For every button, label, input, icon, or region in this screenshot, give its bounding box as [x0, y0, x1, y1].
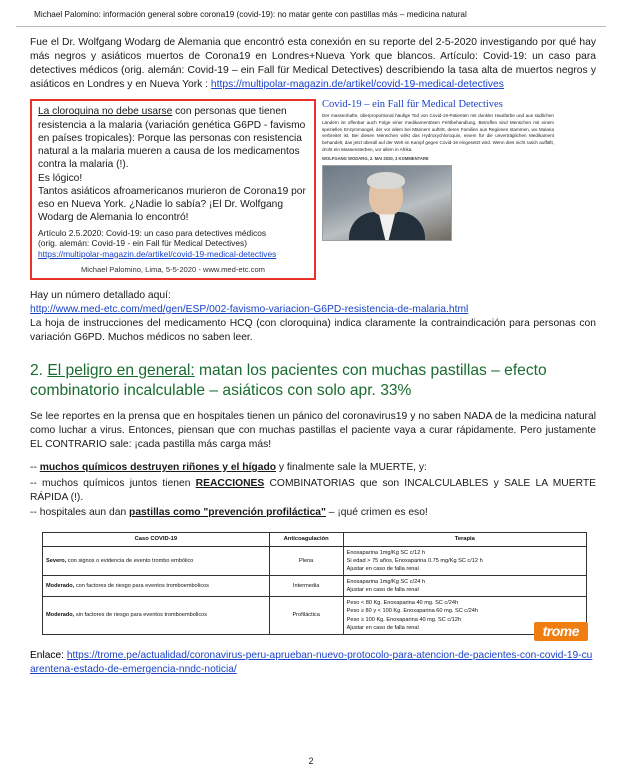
cell-anticoagulacion: Profiláctica — [269, 597, 343, 634]
table-row — [43, 576, 587, 597]
running-header: Michael Palomino: información general sobre corona19 (covid-19): no matar gente con pastillas más – medicina natural — [34, 10, 467, 19]
terapia-line: Si edad > 75 años, Enoxaparina 0.75 mg/Kg SC c/12 h — [346, 557, 483, 564]
header-divider — [16, 26, 606, 27]
bullet-3 — [30, 506, 596, 520]
bullet-2 — [30, 477, 596, 505]
caso-bold: Moderado, — [46, 612, 75, 619]
page-number: 2 — [308, 756, 314, 766]
th-caso: Caso COVID-19 — [43, 533, 270, 546]
warning-underlined-lead: La cloroquina no debe usarse — [38, 106, 173, 118]
section-2-number: 2. — [30, 361, 48, 379]
bullet-3-underlined: pastillas como "prevención profiláctica" — [129, 507, 326, 519]
table-row — [43, 546, 587, 575]
warning-article-ref — [38, 228, 308, 260]
caso-rest: con signos o evidencia de evento trombo embólico — [66, 557, 194, 564]
cell-caso — [43, 597, 270, 634]
cell-terapia — [343, 576, 586, 597]
trome-logo: trome — [534, 622, 588, 641]
trome-article-link[interactable]: https://trome.pe/actualidad/coronavirus-peru-aprueban-nuevo-protocolo-para-atencion-de-pacientes-con-covid-19-cuarentena-estado-de-emergencia-nndc-noticia/ — [30, 649, 593, 675]
bullet-1-post: y finalmente sale la MUERTE, y: — [276, 461, 427, 473]
table-row — [43, 597, 587, 634]
bullet-3-post: – ¡qué crimen es eso! — [325, 507, 428, 519]
cell-caso — [43, 546, 270, 575]
bullet-3-pre: -- hospitales aun dan — [30, 507, 130, 519]
section-2-title-end: con muchas pastillas – efecto combinatorio incalculable – asiáticos con solo apr. 33% — [30, 361, 547, 399]
warning-article-orig: (orig. alemán: Covid-19 - ein Fall für Medical Detectives) — [38, 238, 247, 249]
section-2-title-mid: matan los pacientes — [194, 361, 338, 379]
warning-line-2: Es lógico! — [38, 172, 83, 184]
warning-article-title: Artículo 2.5.2020: Covid-19: un caso para detectives médicos — [38, 227, 267, 238]
bullet-2-pre: -- muchos químicos juntos tienen — [30, 477, 196, 489]
covid-protocol-table — [42, 532, 587, 634]
bullet-2-post: COMBINATORIAS que son INCALCULABLES y SALE LA MUERTE RÁPIDA (!). — [30, 477, 597, 503]
enlace-label: Enlace: — [30, 649, 64, 661]
intro-text: Fue el Dr. Wolfgang Wodarg de Alemania que encontró esta conexión en su reporte del 2-5-2020 investigando por qué hay más negros y asiáticos muertos de Corona19 en Londres+Nueva York que blancos. Artículo: Covid-19: un caso para detectives médicos (orig. alemán: Covid-19 – ein Fall für Medical Detectives) describiendo la tasa alta de muertos negros y asiáticos en Londres y en Nueva York : — [30, 36, 596, 90]
document-content — [0, 36, 622, 677]
bullet-1 — [30, 461, 596, 475]
table-header-row — [43, 533, 587, 546]
caso-rest: con factores de riesgo para eventos tromboembolicos — [74, 583, 209, 590]
article-source-line: WOLFGANG WODARG, 2. MAI 2020, 3 KOMMENTARE — [322, 156, 429, 162]
article-title: Covid-19 – ein Fall für Medical Detectives — [322, 99, 503, 111]
cell-terapia — [343, 546, 586, 575]
protocol-table-wrap — [30, 532, 596, 639]
bullet-1-underlined: muchos químicos destruyen riñones y el hígado — [39, 461, 277, 473]
cell-anticoagulacion: Plena — [269, 546, 343, 575]
source-link-line — [30, 649, 596, 678]
detail-after: La hoja de instrucciones del medicamento HCQ (con cloroquina) indica claramente la contraindicación para personas con variación G6PD. Muchos médicos no saben leer. — [30, 317, 596, 343]
bullet-1-pre: -- — [30, 461, 40, 473]
cell-anticoagulacion: Intermedia — [269, 576, 343, 597]
terapia-line: Peso < 80 Kg. Enoxaparina 40 mg. SC c/24h — [346, 600, 459, 607]
warning-signature: Michael Palomino, Lima, 5-5-2020 - www.med-etc.com — [80, 265, 265, 275]
article-clipping — [322, 99, 554, 241]
article-body-text: Der massenhafte, überproportional häufige Tod von Covid-19-Patienten mit dunkler Hautfarbe und aus südlichen Ländern ist offenbar auch Folge einer medikamentösen Fehlbehandlung. Betroffen sind Menschen mit einem speziellen Enzymmangel, der vor allem bei Männern auftritt, deren Familien aus Regionen stammen, wo Malaria verbreitet ist. Bei diesen Menschen wirkt das Hydroxychloroquin, einem für die unverträglichen Medikament behandelt, das jetzt überall auf der Welt im Kampf gegen Covid-19 eingesetzt wird. Wenn dies nicht rasch auffällt, droht ein Massensterben, vor allem in Afrika. — [322, 113, 554, 152]
warning-line-3: Tantos asiáticos afroamericanos murieron de Corona19 por eso en Nueva York. ¿Nadie lo sabía? ¡El Dr. Wolfgang Wodarg de Alemania lo encontró! — [38, 185, 306, 224]
caso-bold: Moderado, — [46, 583, 75, 590]
terapia-line: Enoxaparina 1mg/Kg SC c/24 h — [346, 579, 425, 586]
bullet-2-underlined: REACCIONES — [195, 477, 265, 489]
multipolar-link[interactable]: https://multipolar-magazin.de/artikel/covid-19-medical-detectives — [210, 78, 504, 90]
detail-lead: Hay un número detallado aquí: — [30, 290, 171, 302]
warning-main-text — [38, 105, 308, 171]
caso-bold: Severo, — [46, 557, 67, 564]
th-terapia: Terapia — [343, 533, 586, 546]
terapia-line: Ajustar en caso de falla renal — [346, 624, 419, 631]
detail-paragraph — [30, 289, 596, 345]
section-2-paragraph: Se lee reportes en la prensa que en hospitales tienen un pánico del coronavirus19 y no saben NADA de la medicina natural como luchar a virus. Entonces, piensan que con muchas pastillas el paciente vaya a curar rápidamente. Pero justamente EL CONTRARIO sale: ¡cada pastilla más carga más! — [30, 411, 596, 450]
terapia-line: Ajustar en caso de falla renal — [346, 565, 419, 572]
section-2-title-underlined: El peligro en general: — [47, 361, 195, 379]
terapia-line: Peso ≥ 100 Kg. Enoxaparina 40 mg. SC c/12h — [346, 616, 462, 623]
cell-caso — [43, 576, 270, 597]
terapia-line: Peso ≥ 80 y < 100 Kg. Enoxaparina 60 mg. SC c/24h — [346, 608, 478, 615]
section-2-heading — [30, 361, 596, 402]
highlight-row — [30, 99, 596, 280]
caso-rest: sin factores de riesgo para eventos tromboembolicos — [74, 612, 208, 619]
terapia-line: Ajustar en caso de falla renal — [346, 587, 419, 594]
favismo-link[interactable]: http://www.med-etc.com/med/gen/ESP/002-favismo-variacion-G6PD-resistencia-de-malaria.html — [30, 303, 469, 315]
intro-paragraph — [30, 36, 596, 92]
terapia-line: Enoxaparina 1mg/Kg SC c/12 h — [346, 549, 425, 556]
th-anticoagulacion: Anticoagulación — [269, 533, 343, 546]
author-photo — [322, 165, 452, 241]
warning-rest: con personas que tienen resistencia a la malaria (variación genética G6PD - favismo en países tropicales): Porque las personas con resistencia natural a la malaria mueren a causa de los medicamentos contra la malaria (!). — [38, 106, 306, 171]
warning-article-link[interactable]: https://multipolar-magazin.de/artikel/covid-19-medical-detectives — [38, 248, 277, 259]
photo-hair — [367, 172, 405, 189]
red-warning-box — [30, 99, 316, 280]
